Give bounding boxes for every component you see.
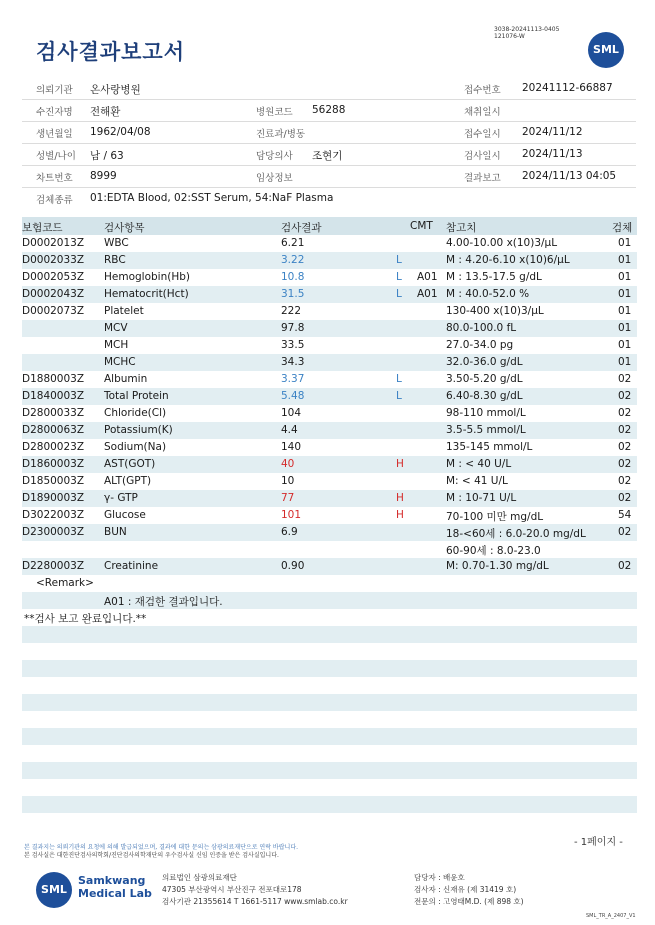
row-cmt: A01	[417, 288, 438, 300]
doctor-label: 담당의사	[256, 151, 293, 162]
row-result: 34.3	[281, 356, 305, 368]
row-item: Sodium(Na)	[104, 441, 167, 453]
blank-rows	[22, 626, 637, 830]
row-item: MCHC	[104, 356, 136, 368]
sex-age-value: 남 / 63	[90, 150, 124, 162]
table-row	[22, 235, 637, 252]
row-item: Albumin	[104, 373, 148, 385]
blank-row	[22, 677, 637, 694]
row-result: 10.8	[281, 271, 305, 283]
row-item: Glucose	[104, 509, 146, 521]
receipt-date-label: 접수일시	[464, 129, 501, 140]
row-ref: 60-90세 : 8.0-23.0	[446, 545, 541, 557]
row-specimen: 02	[618, 492, 632, 504]
sml-logo: SML	[588, 32, 624, 68]
blank-row	[22, 762, 637, 779]
row-item: AST(GOT)	[104, 458, 156, 470]
blank-row	[22, 694, 637, 711]
info-row-sex-age	[22, 144, 636, 166]
row-item: WBC	[104, 237, 129, 249]
row-ref: 80.0-100.0 fL	[446, 322, 517, 334]
page-title: 검사결과보고서	[36, 40, 186, 64]
table-row	[22, 286, 637, 303]
row-result: 33.5	[281, 339, 305, 351]
row-item: Platelet	[104, 305, 144, 317]
row-item: Total Protein	[104, 390, 169, 402]
row-item: γ- GTP	[104, 492, 138, 504]
row-specimen: 01	[618, 288, 632, 300]
hospital-code-label: 병원코드	[256, 107, 293, 118]
row-specimen: 02	[618, 441, 632, 453]
row-flag: L	[396, 373, 402, 385]
row-result: 222	[281, 305, 302, 317]
row-result: 10	[281, 475, 295, 487]
row-result: 97.8	[281, 322, 305, 334]
row-result: 5.48	[281, 390, 305, 402]
row-item: RBC	[104, 254, 126, 266]
row-ref: M: 0.70-1.30 mg/dL	[446, 560, 549, 572]
dob-label: 생년월일	[36, 129, 73, 140]
row-result: 77	[281, 492, 295, 504]
document-id-line2: 121076-W	[494, 33, 525, 40]
row-ref: 27.0-34.0 pg	[446, 339, 514, 351]
row-result: 101	[281, 509, 302, 521]
row-result: 0.90	[281, 560, 305, 572]
row-specimen: 02	[618, 407, 632, 419]
row-code: D1860003Z	[22, 458, 85, 470]
table-row	[22, 354, 637, 371]
patient-info	[22, 78, 636, 209]
row-code: D2800023Z	[22, 441, 85, 453]
header-result: 검사결과	[281, 222, 322, 234]
table-row	[22, 558, 637, 575]
blank-row	[22, 643, 637, 660]
report-date-label: 결과보고	[464, 173, 501, 184]
table-row	[22, 269, 637, 286]
blank-row	[22, 779, 637, 796]
row-result: 3.37	[281, 373, 305, 385]
row-item: MCH	[104, 339, 129, 351]
row-code: D0002043Z	[22, 288, 85, 300]
row-ref: M: < 41 U/L	[446, 475, 508, 487]
row-ref: 3.50-5.20 g/dL	[446, 373, 523, 385]
footer-notice-1: 본 결과지는 의뢰기관의 요청에 의해 발급되었으며, 결과에 대한 문의는 삼광의료재단으로 연락 바랍니다.	[24, 844, 299, 851]
header-ref: 참고치	[446, 222, 477, 234]
row-item: BUN	[104, 526, 127, 538]
row-result: 40	[281, 458, 295, 470]
hospital-code-value: 56288	[312, 104, 346, 116]
document-id	[494, 26, 559, 40]
row-code: D0002073Z	[22, 305, 85, 317]
row-code: D2800033Z	[22, 407, 85, 419]
clinical-label: 임상정보	[256, 173, 293, 184]
row-item: ALT(GPT)	[104, 475, 152, 487]
dob-value: 1962/04/08	[90, 126, 151, 138]
info-row-hospital	[22, 78, 636, 100]
page-number: - 1페이지 -	[574, 837, 623, 848]
blank-row	[22, 626, 637, 643]
footer-address	[162, 872, 348, 908]
row-code: D1890003Z	[22, 492, 85, 504]
row-ref: 32.0-36.0 g/dL	[446, 356, 523, 368]
row-cmt: A01	[417, 271, 438, 283]
name-value: 전해환	[90, 106, 121, 118]
row-flag: H	[396, 458, 404, 470]
header-code: 보험코드	[22, 222, 63, 234]
table-row	[22, 490, 637, 507]
info-row-specimen	[22, 188, 636, 209]
row-ref: M : 10-71 U/L	[446, 492, 517, 504]
hospital-value: 온사랑병원	[90, 84, 141, 96]
table-row	[22, 439, 637, 456]
table-row	[22, 507, 637, 524]
row-ref: M : < 40 U/L	[446, 458, 512, 470]
row-specimen: 02	[618, 424, 632, 436]
row-specimen: 01	[618, 254, 632, 266]
specimen-label: 검체종류	[36, 195, 73, 206]
row-specimen: 54	[618, 509, 632, 521]
results-table-body	[22, 235, 637, 575]
row-result: 104	[281, 407, 302, 419]
row-ref: M : 40.0-52.0 %	[446, 288, 530, 300]
remark-label-row	[22, 575, 637, 592]
results-table-header	[22, 217, 637, 235]
dept-label: 진료과/병동	[256, 129, 306, 140]
results-table	[22, 217, 637, 830]
row-result: 140	[281, 441, 302, 453]
test-date-value: 2024/11/13	[522, 148, 583, 160]
complete-row	[22, 609, 637, 626]
row-item: Hemoglobin(Hb)	[104, 271, 191, 283]
header-cmt: CMT	[410, 220, 433, 232]
table-row	[22, 473, 637, 490]
row-code: D0002033Z	[22, 254, 85, 266]
row-specimen: 01	[618, 339, 632, 351]
row-specimen: 01	[618, 305, 632, 317]
document-id-line1: 3038-20241113-0405	[494, 26, 560, 33]
table-row	[22, 422, 637, 439]
name-label: 수진자명	[36, 107, 73, 118]
row-ref: 70-100 미만 mg/dL	[446, 511, 544, 523]
blank-row	[22, 728, 637, 745]
table-row	[22, 337, 637, 354]
row-specimen: 02	[618, 458, 632, 470]
remark-text-row	[22, 592, 637, 609]
receipt-date-value: 2024/11/12	[522, 126, 583, 138]
row-ref: 18-<60세 : 6.0-20.0 mg/dL	[446, 528, 586, 540]
row-code: D1840003Z	[22, 390, 85, 402]
row-item: Creatinine	[104, 560, 159, 572]
row-ref: 135-145 mmol/L	[446, 441, 533, 453]
row-item: MCV	[104, 322, 128, 334]
table-row	[22, 371, 637, 388]
row-flag: L	[396, 254, 402, 266]
row-result: 6.21	[281, 237, 305, 249]
sex-age-label: 성별/나이	[36, 151, 76, 162]
row-ref: 3.5-5.5 mmol/L	[446, 424, 526, 436]
specimen-value: 01:EDTA Blood, 02:SST Serum, 54:NaF Plasma	[90, 192, 334, 204]
report-date-value: 2024/11/13 04:05	[522, 170, 617, 182]
row-code: D0002053Z	[22, 271, 85, 283]
staff-specialist: 전문의 : 고영태M.D. (제 898 호)	[414, 897, 524, 906]
receipt-no-value: 20241112-66887	[522, 82, 613, 94]
info-row-name	[22, 100, 636, 122]
table-row	[22, 456, 637, 473]
doctor-value: 조현기	[312, 150, 343, 162]
chart-value: 8999	[90, 170, 117, 182]
row-ref: M : 13.5-17.5 g/dL	[446, 271, 542, 283]
address-line1: 의료법인 삼광의료재단	[162, 873, 237, 882]
form-code: SML_TR_A_2407_V1	[586, 913, 636, 919]
test-date-label: 검사일시	[464, 151, 501, 162]
blank-row	[22, 796, 637, 813]
chart-label: 차트번호	[36, 173, 73, 184]
row-specimen: 01	[618, 356, 632, 368]
blank-row	[22, 660, 637, 677]
row-specimen: 01	[618, 237, 632, 249]
blank-row	[22, 711, 637, 728]
row-specimen: 01	[618, 271, 632, 283]
footer-org-name	[78, 874, 152, 900]
table-row	[22, 303, 637, 320]
remark-text: A01 : 재검한 결과입니다.	[104, 596, 223, 608]
row-item: Chloride(Cl)	[104, 407, 167, 419]
row-ref: M : 4.20-6.10 x(10)6/μL	[446, 254, 570, 266]
row-specimen: 02	[618, 526, 632, 538]
address-line2: 47305 부산광역시 부산진구 전포대로178	[162, 885, 302, 894]
header-specimen: 검체	[612, 222, 633, 234]
row-code: D1880003Z	[22, 373, 85, 385]
row-code: D0002013Z	[22, 237, 85, 249]
address-line3: 검사기관 21355614 T 1661-5117 www.smlab.co.kr	[162, 897, 348, 906]
row-specimen: 02	[618, 560, 632, 572]
remark-label: <Remark>	[36, 577, 94, 589]
row-specimen: 02	[618, 373, 632, 385]
org-name-line2: Medical Lab	[78, 887, 152, 900]
row-code: D2300003Z	[22, 526, 85, 538]
table-row	[22, 388, 637, 405]
row-result: 4.4	[281, 424, 298, 436]
blank-row	[22, 745, 637, 762]
table-row	[22, 541, 637, 558]
staff-examiner: 검사자 : 신재유 (제 31419 호)	[414, 885, 517, 894]
row-code: D1850003Z	[22, 475, 85, 487]
info-row-dob	[22, 122, 636, 144]
row-item: Potassium(K)	[104, 424, 173, 436]
receipt-no-label: 접수번호	[464, 85, 501, 96]
staff-manager: 담당자 : 배윤호	[414, 873, 465, 882]
blank-row	[22, 813, 637, 830]
hospital-label: 의뢰기관	[36, 85, 73, 96]
row-flag: L	[396, 271, 402, 283]
row-flag: L	[396, 390, 402, 402]
footer-logo: SML	[36, 872, 72, 908]
row-ref: 6.40-8.30 g/dL	[446, 390, 523, 402]
row-flag: H	[396, 492, 404, 504]
row-result: 3.22	[281, 254, 305, 266]
row-ref: 130-400 x(10)3/μL	[446, 305, 544, 317]
row-code: D3022003Z	[22, 509, 85, 521]
row-flag: H	[396, 509, 404, 521]
row-code: D2800063Z	[22, 424, 85, 436]
row-code: D2280003Z	[22, 560, 85, 572]
header-item: 검사항목	[104, 222, 145, 234]
info-row-chart	[22, 166, 636, 188]
row-specimen: 01	[618, 322, 632, 334]
footer-staff	[414, 872, 524, 908]
row-ref: 98-110 mmol/L	[446, 407, 526, 419]
table-row	[22, 320, 637, 337]
complete-text: **검사 보고 완료입니다.**	[24, 613, 147, 625]
table-row	[22, 405, 637, 422]
table-row	[22, 524, 637, 541]
org-name-line1: Samkwang	[78, 874, 146, 887]
table-row	[22, 252, 637, 269]
footer-notice-2: 본 검사실은 대한진단검사의학회/진단검사의학재단의 우수검사실 신임 인증을 받은 검사실입니다.	[24, 852, 279, 859]
row-item: Hematocrit(Hct)	[104, 288, 189, 300]
row-flag: L	[396, 288, 402, 300]
row-specimen: 02	[618, 390, 632, 402]
collect-label: 채취일시	[464, 107, 501, 118]
row-result: 6.9	[281, 526, 298, 538]
row-specimen: 02	[618, 475, 632, 487]
row-result: 31.5	[281, 288, 305, 300]
row-ref: 4.00-10.00 x(10)3/μL	[446, 237, 558, 249]
